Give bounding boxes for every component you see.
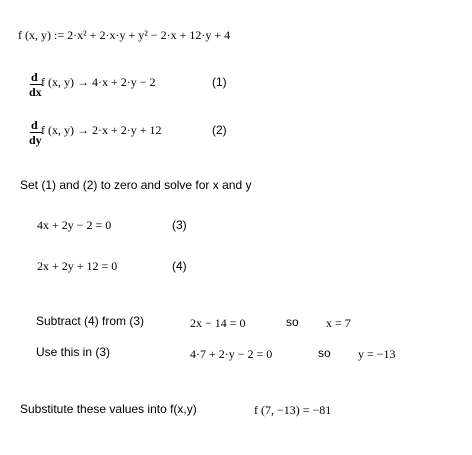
subtract-step-equation: 2x − 14 = 0 (190, 316, 246, 330)
equation-label-2: (2) (212, 123, 227, 137)
substitute-step-so: so (318, 346, 331, 360)
equation-label-1: (1) (212, 75, 227, 89)
derivative-x-denominator: dx (29, 85, 42, 99)
derivative-y-expression: f (x, y) → 2·x + 2·y + 12 (41, 123, 162, 137)
derivative-x-numerator: d (31, 70, 38, 84)
equation-3-expression: 4x + 2y − 2 = 0 (37, 218, 112, 232)
subtract-step-result: x = 7 (326, 316, 351, 330)
equation-label-3: (3) (172, 218, 187, 232)
substitute-step-text: Use this in (3) (36, 345, 111, 359)
instruction-text: Set (1) and (2) to zero and solve for x and y (20, 178, 252, 192)
final-step-text: Substitute these values into f(x,y) (20, 402, 197, 416)
equation-4-expression: 2x + 2y + 12 = 0 (37, 259, 118, 273)
subtract-step-text: Subtract (4) from (3) (36, 314, 145, 328)
derivative-x-expression: f (x, y) → 4·x + 2·y − 2 (41, 75, 156, 89)
substitute-step-result: y = −13 (358, 347, 396, 361)
derivative-y-denominator: dy (29, 133, 42, 147)
substitute-step-equation: 4·7 + 2·y − 2 = 0 (190, 347, 273, 361)
derivative-y-numerator: d (31, 118, 38, 132)
function-definition: f (x, y) := 2·x² + 2·x·y + y² − 2·x + 12·y + 4 (18, 28, 231, 42)
equation-label-4: (4) (172, 259, 187, 273)
final-step-result: f (7, −13) = −81 (254, 403, 332, 417)
subtract-step-so: so (286, 315, 299, 329)
